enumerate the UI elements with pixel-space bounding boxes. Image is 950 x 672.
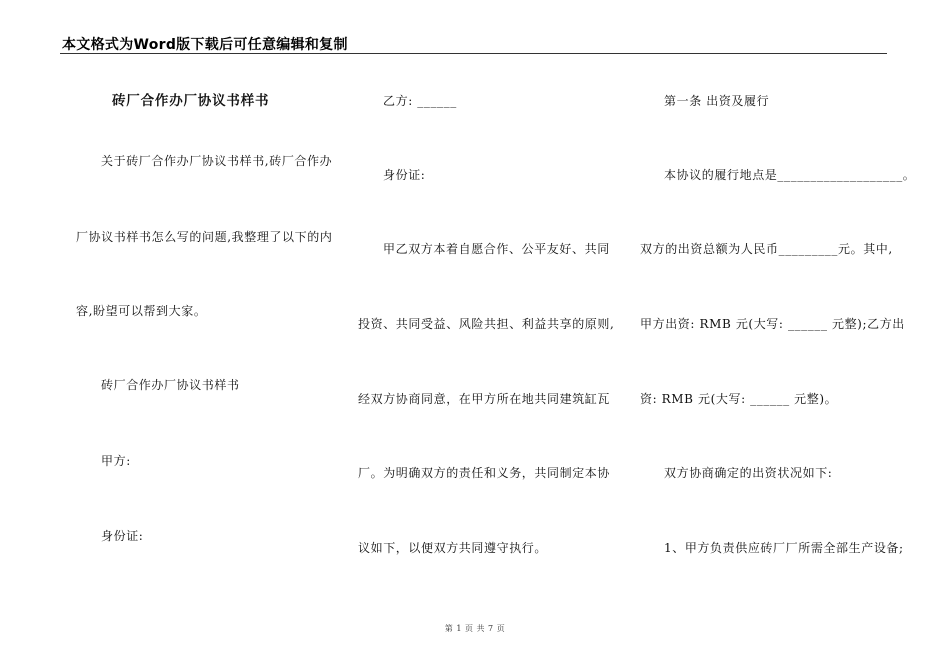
id-card-label: 身份证: (101, 529, 144, 543)
paragraph-line: 资: RMB 元(大写: ______ 元整)。 (640, 392, 838, 406)
paragraph-line: 甲乙双方本着自愿合作、公平友好、共同 (383, 242, 610, 256)
paragraph-line: 双方的出资总额为人民币_________元。其中, (640, 242, 893, 256)
paragraph-line: 投资、共同受益、风险共担、利益共享的原则, (358, 317, 615, 331)
party-b-label: 乙方: ______ (383, 94, 457, 108)
party-a-label: 甲方: (101, 454, 131, 468)
section-heading: 砖厂合作办厂协议书样书 (101, 378, 240, 392)
header-rule (60, 53, 887, 54)
paragraph-line: 双方协商确定的出资状况如下: (664, 466, 833, 480)
paragraph-line: 经双方协商同意，在甲方所在地共同建筑缸瓦 (358, 392, 611, 406)
header-text: 本文格式为Word版下载后可任意编辑和复制 (62, 37, 348, 53)
paragraph-line: 甲方出资: RMB 元(大写: ______ 元整);乙方出 (640, 317, 905, 331)
page-number: 第 1 页 共 7 页 (444, 624, 506, 633)
id-card-label: 身份证: (383, 168, 426, 182)
list-item: 1、甲方负责供应砖厂厂所需全部生产设备; (664, 541, 904, 555)
document-title: 砖厂合作办厂协议书样书 (112, 93, 270, 109)
paragraph-line: 厂协议书样书怎么写的问题,我整理了以下的内 (76, 230, 333, 244)
paragraph-line: 本协议的履行地点是___________________。 (664, 168, 916, 182)
article-heading: 第一条 出资及履行 (664, 94, 770, 108)
paragraph-line: 容,盼望可以帮到大家。 (76, 304, 207, 318)
paragraph-line: 关于砖厂合作办厂协议书样书,砖厂合作办 (101, 154, 333, 168)
paragraph-line: 厂。为明确双方的责任和义务，共同制定本协 (358, 466, 611, 480)
paragraph-line: 议如下，以便双方共同遵守执行。 (358, 541, 548, 555)
